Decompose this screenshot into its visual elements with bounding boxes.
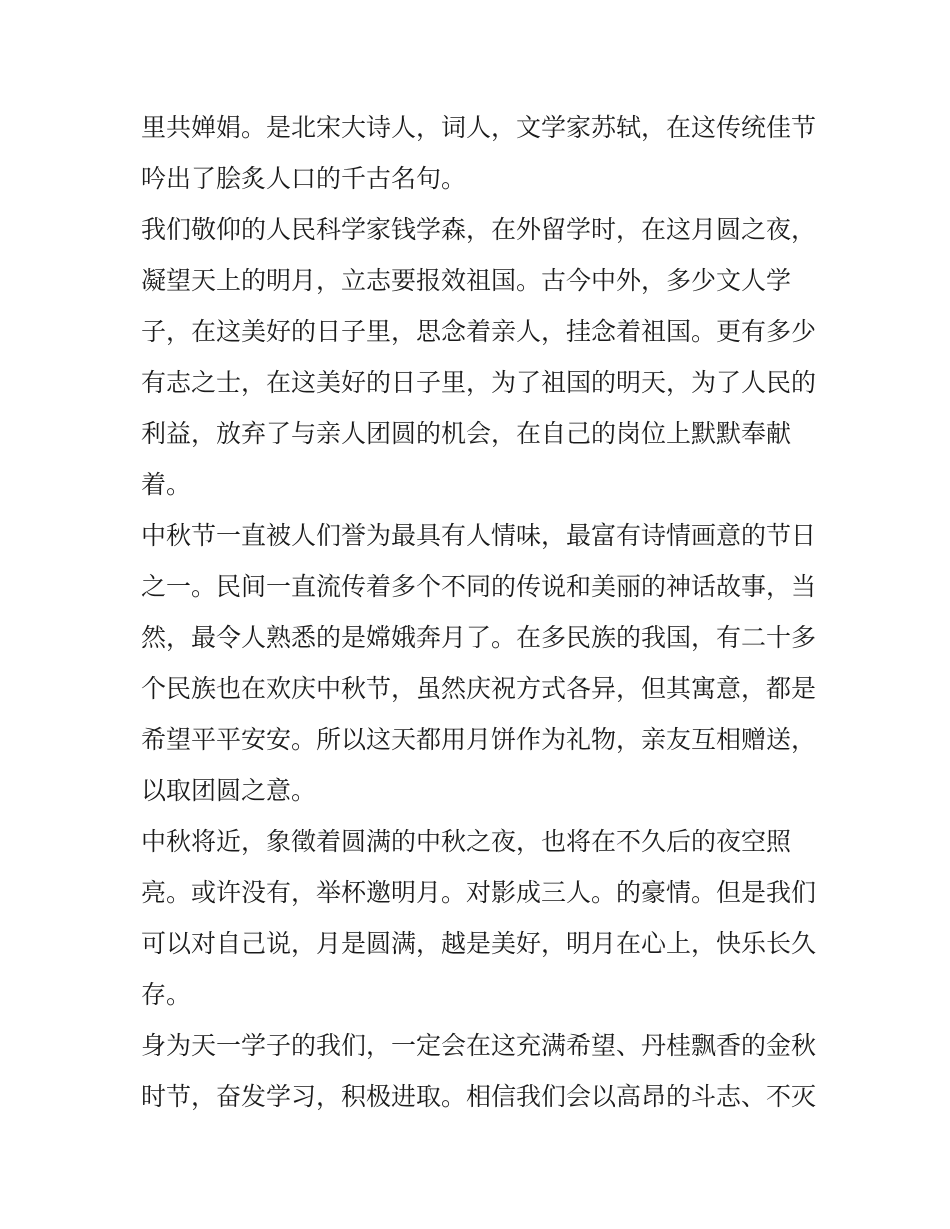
text-line: 有志之士，在这美好的日子里，为了祖国的明天，为了人民的 xyxy=(141,368,817,397)
text-line: 凝望天上的明月，立志要报效祖国。古今中外，多少文人学 xyxy=(141,266,792,295)
text-line: 中秋节一直被人们誉为最具有人情味，最富有诗情画意的节日 xyxy=(141,521,817,550)
text-line: 可以对自己说，月是圆满，越是美好，明月在心上，快乐长久 xyxy=(141,929,817,958)
text-line: 子，在这美好的日子里，思念着亲人，挂念着祖国。更有多少 xyxy=(141,317,817,346)
text-line: 之一。民间一直流传着多个不同的传说和美丽的神话故事，当 xyxy=(141,572,817,601)
text-line: 希望平平安安。所以这天都用月饼作为礼物，亲友互相赠送， xyxy=(141,725,817,754)
text-line: 身为天一学子的我们，一定会在这充满希望、丹桂飘香的金秋 xyxy=(141,1031,817,1060)
text-line: 我们敬仰的人民科学家钱学森，在外留学时，在这月圆之夜， xyxy=(141,215,817,244)
text-line: 利益，放弃了与亲人团圆的机会，在自己的岗位上默默奉献 xyxy=(141,419,792,448)
text-line: 时节，奋发学习，积极进取。相信我们会以高昂的斗志、不灭 xyxy=(141,1082,817,1111)
text-line: 着。 xyxy=(141,470,192,499)
text-line: 以取团圆之意。 xyxy=(141,776,317,805)
text-line: 亮。或许没有，举杯邀明月。对影成三人。的豪情。但是我们 xyxy=(141,878,817,907)
text-line: 里共婵娟。是北宋大诗人，词人，文学家苏轼，在这传统佳节 xyxy=(141,113,817,142)
text-line: 吟出了脍炙人口的千古名句。 xyxy=(141,164,467,193)
text-line: 存。 xyxy=(141,980,192,1009)
body-text xyxy=(141,102,821,1122)
text-line: 中秋将近，象徵着圆满的中秋之夜，也将在不久后的夜空照 xyxy=(141,827,792,856)
text-line: 然，最令人熟悉的是嫦娥奔月了。在多民族的我国，有二十多 xyxy=(141,623,817,652)
text-line: 个民族也在欢庆中秋节，虽然庆祝方式各异，但其寓意，都是 xyxy=(141,674,817,703)
